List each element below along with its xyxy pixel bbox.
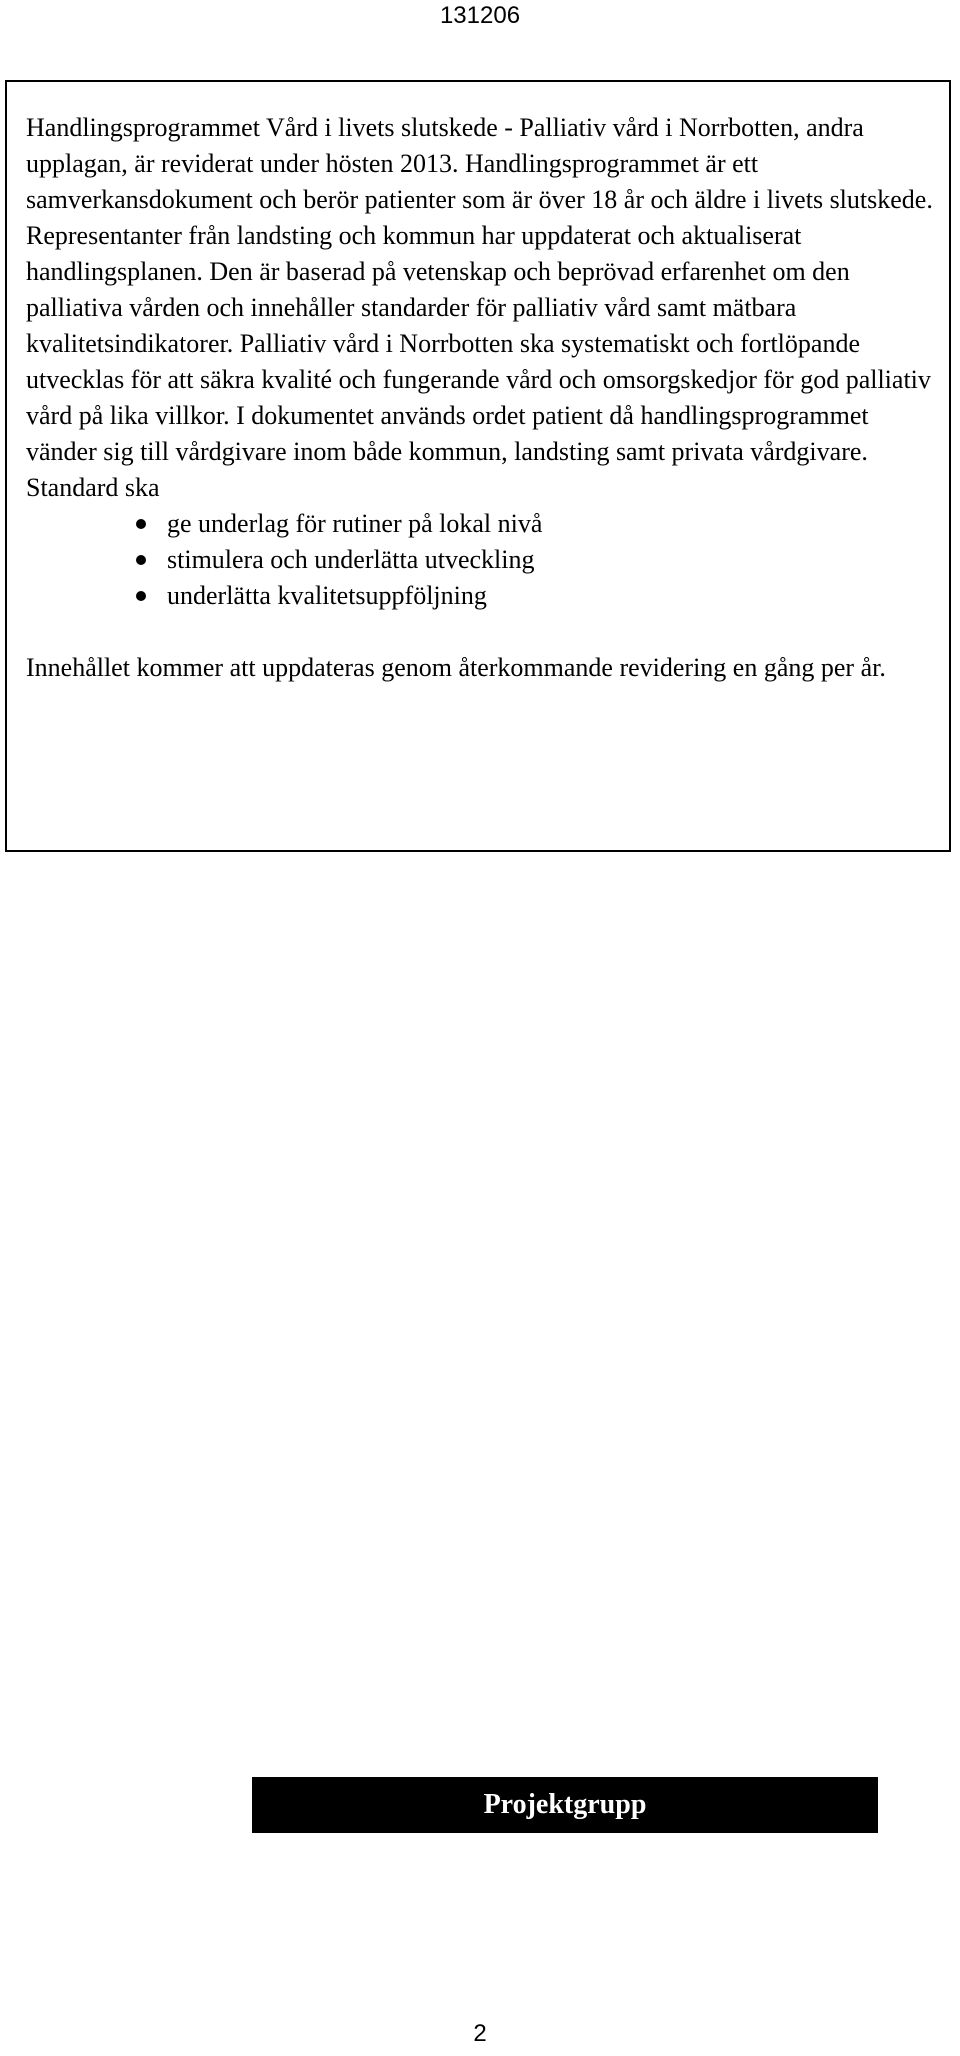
intro-paragraph: Handlingsprogrammet Vård i livets slutskede - Palliativ vård i Norrbotten, andra upplagan, är reviderat under hösten 2013. Handlingsprogrammet är ett samverkansdokument och berör patienter som är över 18 år och äldre i livets slutskede. Representanter från landsting och kommun har uppdaterat och aktualiserat handlingsplanen. Den är baserad på vetenskap och beprövad erfarenhet om den palliativa vården och innehåller standarder för palliativ vård samt mätbara kvalitetsindikatorer. Palliativ vård i Norrbotten ska systematiskt och fortlöpande utvecklas för att säkra kvalité och fungerande vård och omsorgskedjor för god palliativ vård på lika villkor. I dokumentet används ordet patient då handlingsprogrammet vänder sig till vårdgivare inom både kommun, landsting samt privata vårdgivare. — [26, 113, 933, 466]
bullet-item: ge underlag för rutiner på lokal nivå — [136, 506, 934, 542]
intro-box-content — [26, 110, 934, 686]
section-title: Projektgrupp — [483, 1789, 647, 1820]
document-code: 131206 — [439, 2, 521, 29]
section-banner — [252, 1777, 878, 1833]
closing-paragraph: Innehållet kommer att uppdateras genom återkommande revidering en gång per år. — [26, 653, 886, 682]
standard-bullet-list — [26, 506, 934, 614]
page-number: 2 — [473, 2020, 487, 2047]
bullet-item: underlätta kvalitetsuppföljning — [136, 578, 934, 614]
bullet-item: stimulera och underlätta utveckling — [136, 542, 934, 578]
standard-lead: Standard ska — [26, 473, 160, 502]
